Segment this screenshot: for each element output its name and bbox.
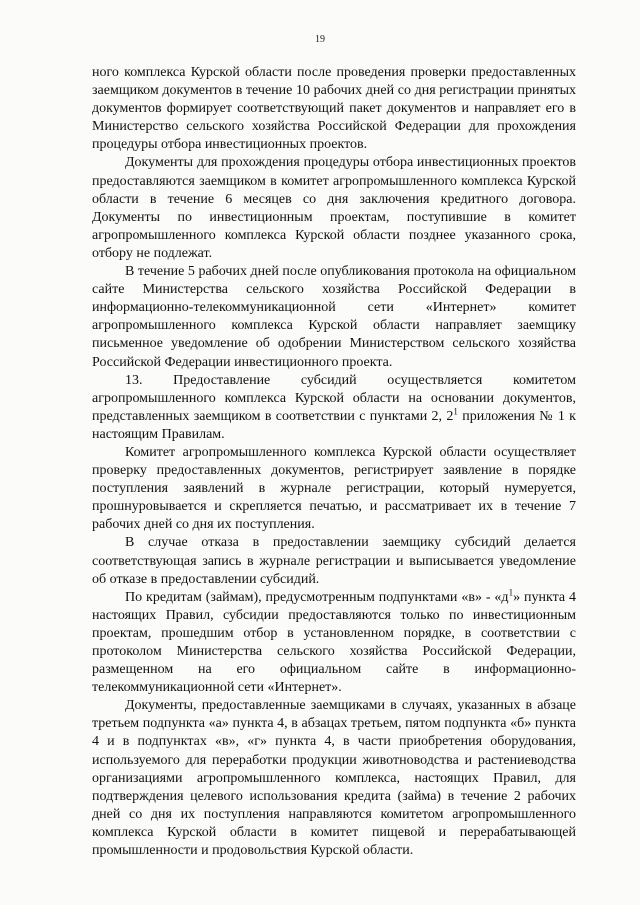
- paragraph-continuation: ного комплекса Курской области после проведения проверки предоставленных заемщиком документов в течение 10 рабочих дней со дня регистрации принятых документов формирует соответствующий пакет документов и направляет его в Министерство сельского хозяйства Российской Федерации для прохождения процедуры отбора инвестиционных проектов.: [92, 65, 576, 153]
- page-number: 19: [315, 34, 325, 45]
- paragraph-notification: В течение 5 рабочих дней после опубликования протокола на официальном сайте Министерства сельского хозяйства Российской Федерации в информационно-телекоммуникационной сети «Интернет» комитет агропромышленного комплекса Курской области направляет заемщику письменное уведомление об одобрении Министерством сельского хозяйства Российской Федерации инвестиционного проекта.: [92, 264, 576, 370]
- item-13-text-before: 13. Предоставление субсидий осуществляется комитетом агропромышленного комплекса Курской области на основании документов, представленных заемщиком в соответствии с пунктами 2, 2: [92, 372, 576, 424]
- credits-text-after: » пункта 4 настоящих Правил, субсидии предоставляются только по инвестиционным проектам, прошедшим отбор в установленном порядке, в соответствии с протоколом Министерства сельского хозяйства Российской Федерации, размещенном на его официальном сайте в информационно-телекоммуникационной сети «Интернет».: [92, 589, 576, 696]
- item-13-superscript: 1: [453, 406, 458, 417]
- paragraph-item-13: [92, 372, 576, 444]
- paragraph-documents-forwarding: Документы, предоставленные заемщиками в случаях, указанных в абзаце третьем подпункта «а» пункта 4, в абзацах третьем, пятом подпункта «б» пункта 4 и в подпунктах «в», «г» пункта 4, в части приобретения оборудования, используемого для переработки продукции животноводства и растениеводства организациями агропромышленного комплекса, настоящих Правил, для подтверждения целевого использования кредита (займа) в течение 2 рабочих дней со дня их поступления направляются комитетом агропромышленного комплекса Курской области в комитет пищевой и перерабатывающей промышленности и продовольствия Курской области.: [92, 698, 576, 859]
- credits-text-before: По кредитам (займам), предусмотренным подпунктами «в» - «д: [125, 589, 509, 605]
- document-body: [92, 64, 576, 860]
- paragraph-verification: Комитет агропромышленного комплекса Курской области осуществляет проверку предоставленных документов, регистрирует заявление в порядке поступления заявлений в журнале регистрации, который нумеруется, прошнуровывается и скрепляется печатью, и рассматривает их в течение 7 рабочих дней со дня их поступления.: [92, 444, 576, 533]
- credits-superscript: 1: [508, 587, 514, 598]
- paragraph-refusal: В случае отказа в предоставлении заемщику субсидий делается соответствующая запись в журнале регистрации и выписывается уведомление об отказе в предоставлении субсидий.: [92, 535, 576, 587]
- paragraph-documents-for-selection: Документы для прохождения процедуры отбора инвестиционных проектов предоставляются заемщиком в комитет агропромышленного комплекса Курской области в течение 6 месяцев со дня заключения кредитного договора. Документы по инвестиционным проектам, поступившие в комитет агропромышленного комплекса Курской области позднее указанного срока, отбору не подлежат.: [92, 155, 576, 261]
- item-13-text-after: приложения № 1 к настоящим Правилам.: [92, 408, 576, 442]
- paragraph-credits: [92, 589, 576, 698]
